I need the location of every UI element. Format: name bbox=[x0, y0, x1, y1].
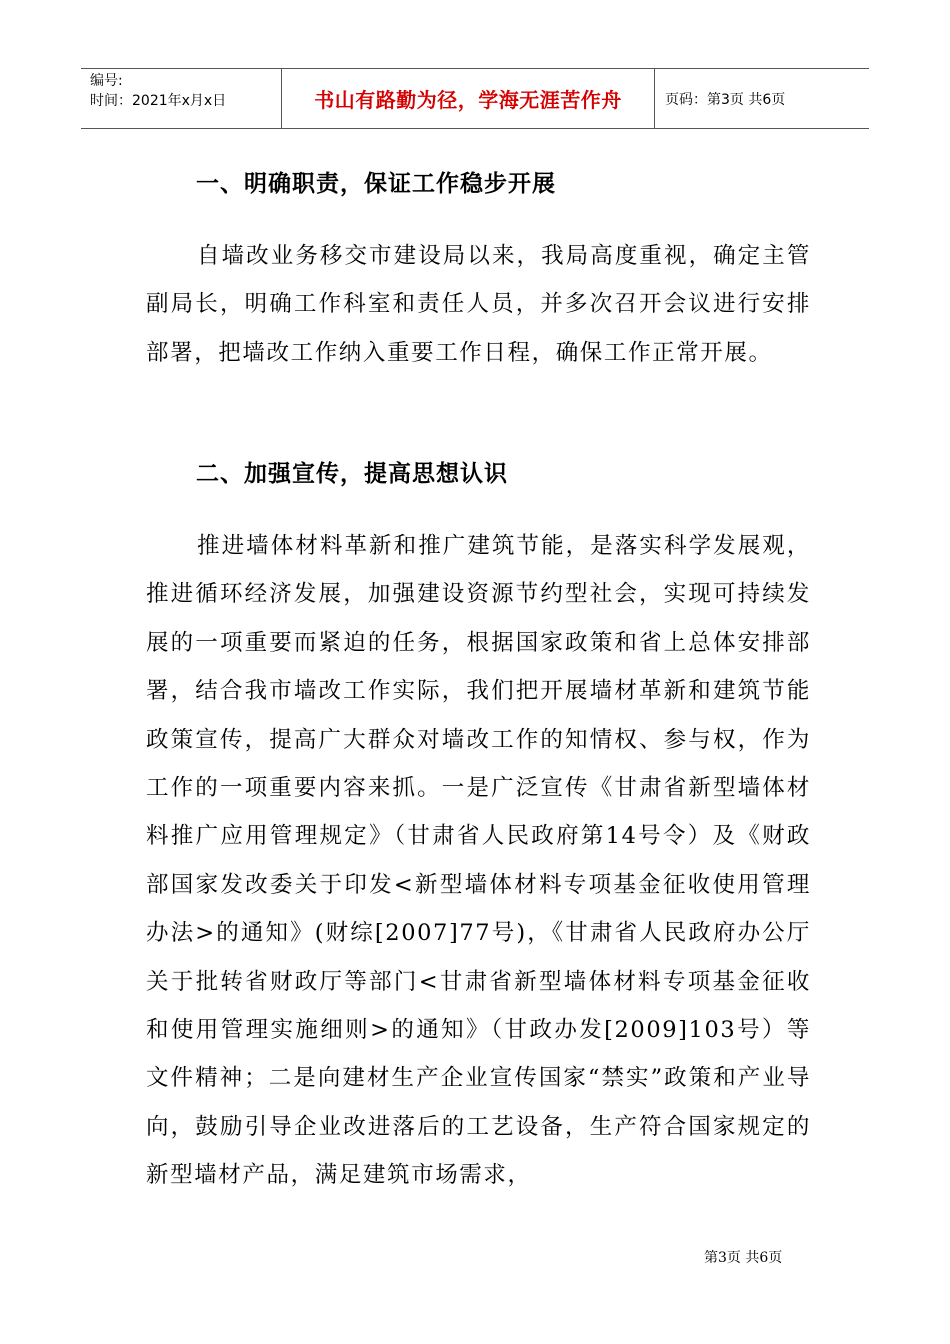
header-meta bbox=[81, 69, 282, 128]
section-2-heading: 二、加强宣传，提高思想认识 bbox=[196, 461, 508, 487]
footer-page-number: 第3页 共6页 bbox=[704, 1250, 783, 1266]
document-header bbox=[81, 68, 869, 129]
header-motto: 书山有路勤为径，学海无涯苦作舟 bbox=[282, 69, 655, 128]
serial-number-label: 编号: bbox=[90, 73, 123, 89]
section-1-paragraph: 自墙改业务移交市建设局以来，我局高度重视，确定主管副局长，明确工作科室和责任人员，并多次召开会议进行安排部署，把墙改工作纳入重要工作日程，确保工作正常开展。 bbox=[146, 243, 811, 366]
date-label: 时间：2021年x月x日 bbox=[90, 93, 227, 109]
section-1-heading: 一、明确职责，保证工作稳步开展 bbox=[196, 171, 556, 197]
section-2-paragraph: 推进墙体材料革新和推广建筑节能，是落实科学发展观，推进循环经济发展，加强建设资源节约型社会，实现可持续发展的一项重要而紧迫的任务，根据国家政策和省上总体安排部署，结合我市墙改工作实际，我们把开展墙材革新和建筑节能政策宣传，提高广大群众对墙改工作的知情权、参与权，作为工作的一项重要内容来抓。一是广泛宣传《甘肃省新型墙体材料推广应用管理规定》（甘肃省人民政府第14号令）及《财政部国家发改委关于印发<新型墙体材料专项基金征收使用管理办法>的通知》(财综[2007]77号)，《甘肃省人民政府办公厅关于批转省财政厅等部门<甘肃省新型墙体材料专项基金征收和使用管理实施细则>的通知》（甘政办发[2009]103号）等文件精神；二是向建材生产企业宣传国家“禁实”政策和产业导向，鼓励引导企业改进落后的工艺设备，生产符合国家规定的新型墙材产品，满足建筑市场需求， bbox=[146, 533, 811, 1189]
header-page-code: 页码：第3页 共6页 bbox=[665, 91, 786, 108]
